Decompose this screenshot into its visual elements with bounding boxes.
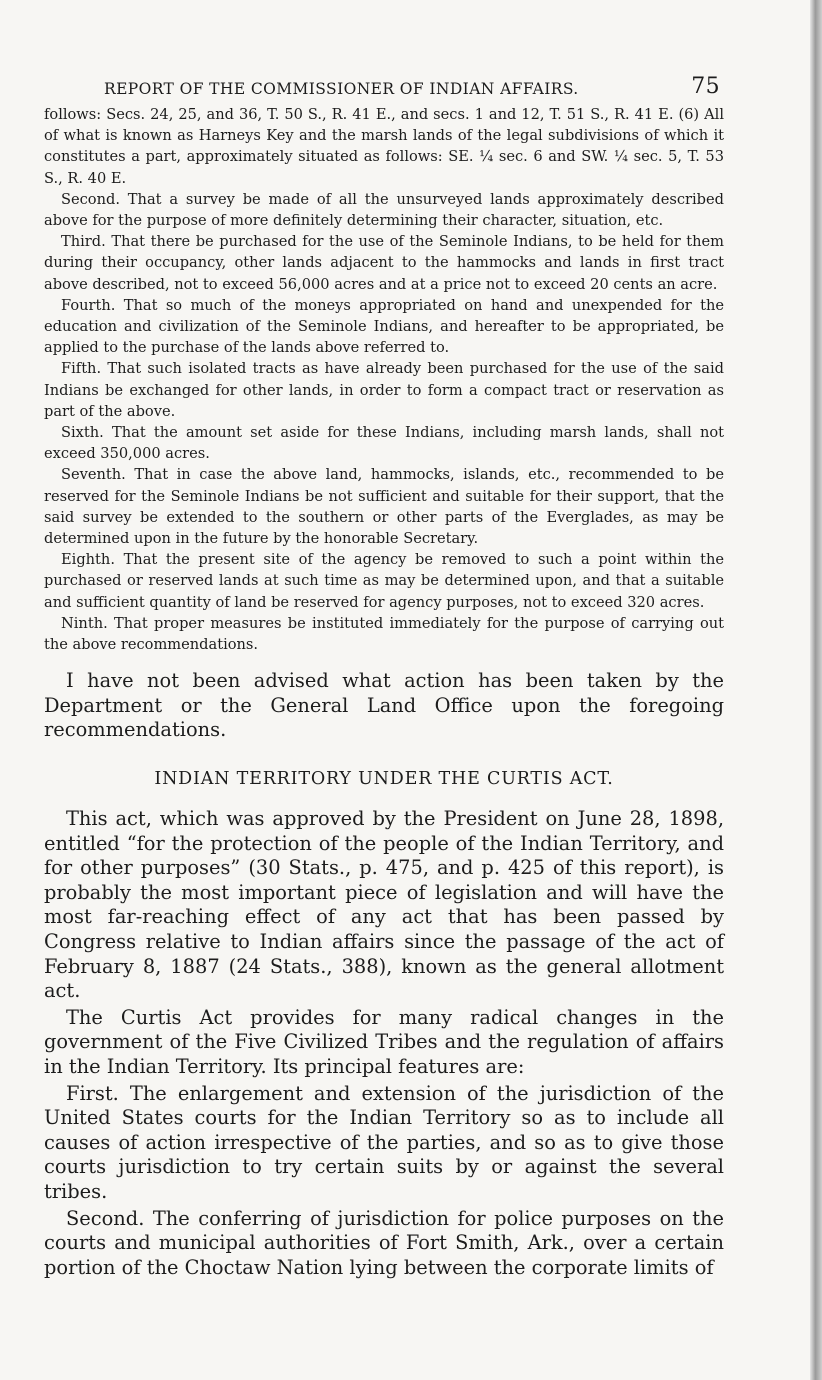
page-edge-shadow: [810, 0, 822, 1380]
curtis-act-section: [44, 807, 724, 1280]
page-number: 75: [691, 74, 720, 99]
running-head-title: REPORT OF THE COMMISSIONER OF INDIAN AFFAIRS.: [104, 80, 579, 98]
section-heading: INDIAN TERRITORY UNDER THE CURTIS ACT.: [154, 769, 614, 790]
recommendations-list: [44, 104, 724, 655]
document-page: [44, 72, 724, 1280]
recommendation-seventh: Seventh. That in case the above land, hammocks, islands, etc., recommended to be reserved for the Seminole Indians be not sufficient and suitable for their support, that the said survey be extended to the southern or other parts of the Everglades, as may be determined upon in the future by the honorable Secretary.: [44, 466, 724, 548]
running-head: [44, 72, 724, 104]
body-paragraph: The Curtis Act provides for many radical changes in the government of the Five Civilized Tribes and the regulation of affairs in the Indian Territory. Its principal features are:: [44, 1005, 724, 1078]
recommendation-sixth: Sixth. That the amount set aside for these Indians, including marsh lands, shall not exceed 350,000 acres.: [44, 424, 724, 463]
body-paragraph: This act, which was approved by the President on June 28, 1898, entitled “for the protection of the people of the Indian Territory, and for other purposes” (30 Stats., p. 475, and p. 425 of this report), is probably the most important piece of legislation and will have the most far-reaching effect of any act that has been passed by Congress relative to Indian affairs since the passage of the act of February 8, 1887 (24 Stats., 388), known as the general allotment act.: [44, 807, 724, 1003]
recommendation-eighth: Eighth. That the present site of the agency be removed to such a point within the purchased or reserved lands at such time as may be determined upon, and that a suitable and sufficient quantity of land be reserved for agency purposes, not to exceed 320 acres.: [44, 551, 724, 611]
recommendation-ninth: Ninth. That proper measures be instituted immediately for the purpose of carrying out the above recommendations.: [44, 614, 724, 654]
recommendation-fifth: Fifth. That such isolated tracts as have already been purchased for the use of the said Indians be exchanged for other lands, in order to form a compact tract or reservation as part of the above.: [44, 360, 724, 420]
intro-block: [44, 669, 724, 743]
body-paragraph: Second. The conferring of jurisdiction for police purposes on the courts and municipal authorities of Fort Smith, Ark., over a certain portion of the Choctaw Nation lying between the corporate limits of: [44, 1206, 724, 1279]
paragraph-continuation: follows: Secs. 24, 25, and 36, T. 50 S., R. 41 E., and secs. 1 and 12, T. 51 S., R. 41 E. (6) All of what is known as Harneys Key and the marsh lands of the legal subdivisions of which it constitutes a part, approximately situated as follows: SE. ¼ sec. 6 and SW. ¼ sec. 5, T. 53 S., R. 40 E.: [44, 106, 724, 187]
recommendation-second: Second. That a survey be made of all the unsurveyed lands approximately described above for the purpose of more definitely determining their character, situation, etc.: [44, 190, 724, 230]
advisory-paragraph: I have not been advised what action has been taken by the Department or the General Land Office upon the foregoing recommendations.: [44, 669, 724, 742]
body-paragraph: First. The enlargement and extension of the jurisdiction of the United States courts for the Indian Territory so as to include all causes of action irrespective of the parties, and so as to give those courts jurisdiction to try certain suits by or against the several tribes.: [44, 1081, 724, 1203]
recommendation-third: Third. That there be purchased for the use of the Seminole Indians, to be held for them during their occupancy, other lands adjacent to the hammocks and lands in first tract above described, not to exceed 56,000 acres and at a price not to exceed 20 cents an acre.: [44, 233, 724, 293]
recommendation-fourth: Fourth. That so much of the moneys appropriated on hand and unexpended for the education and civilization of the Seminole Indians, and hereafter to be appropriated, be applied to the purchase of the lands above referred to.: [44, 296, 724, 357]
